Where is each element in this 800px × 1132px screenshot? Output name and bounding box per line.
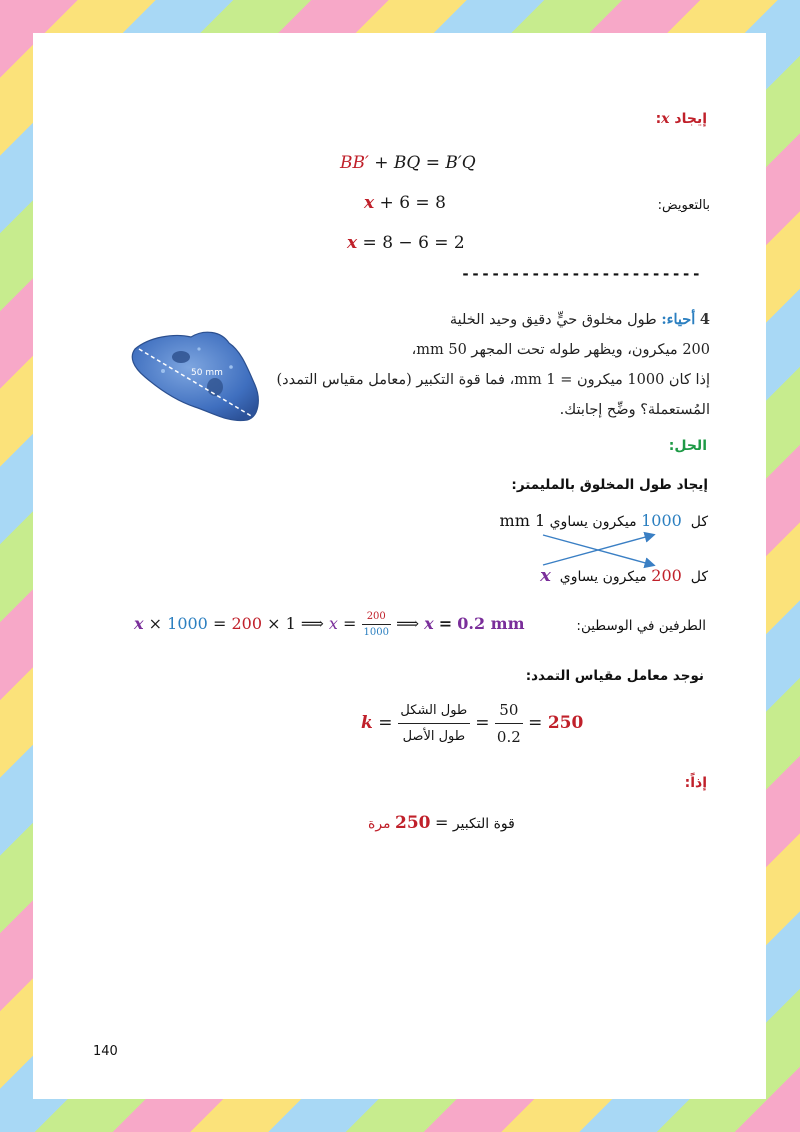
find-x-label: إيجاد <box>674 111 707 127</box>
cm-imp2: ⟹ <box>396 614 419 633</box>
final-eq: = <box>434 813 449 832</box>
row2-text: ميكرون يساوي <box>559 569 647 585</box>
scale-num-fraction <box>495 701 523 746</box>
cell-vacuole <box>207 378 223 396</box>
cm-times1: × <box>148 614 163 633</box>
eq1-c: B′Q <box>445 153 476 173</box>
eq1-a: BB′ <box>340 153 369 173</box>
final-answer <box>368 813 515 833</box>
row1-value: 1 mm <box>499 511 546 530</box>
find-x-colon: : <box>655 111 662 127</box>
cell-nucleus <box>172 351 190 363</box>
eq3-x: x <box>347 233 358 253</box>
cell-dot <box>197 347 200 350</box>
row2-kul: كل <box>690 569 708 585</box>
cell-dot <box>161 369 165 373</box>
segment-equation <box>340 153 476 173</box>
scale-eq1: = <box>378 713 393 733</box>
cm-eq2: = <box>343 614 357 633</box>
row2-number: 200 <box>651 566 682 585</box>
solution-label: الحل: <box>668 438 707 454</box>
cm-frac-num: 200 <box>362 611 391 625</box>
cm-imp1: ⟹ <box>300 614 324 633</box>
row2-var: x <box>540 565 551 586</box>
length-label: 50 mm <box>191 368 223 378</box>
scale-result: 250 <box>547 713 584 733</box>
eq3-rest: = 8 − 6 = 2 <box>362 233 465 253</box>
eq1-eq: = <box>425 153 441 173</box>
proportion-row-2 <box>540 565 708 586</box>
cm-eq3: = <box>438 614 453 633</box>
scale-num: 50 <box>495 701 523 724</box>
proportion-row-1 <box>500 511 708 530</box>
final-unit: مرة <box>368 816 391 832</box>
therefore-label: إذاً: <box>684 775 707 791</box>
problem-text-1: طول مخلوق حيٍّ دقيق وحيد الخلية <box>449 312 657 328</box>
problem-subject: أحياء: <box>661 311 696 328</box>
cm-times2: × 1 <box>267 614 296 633</box>
problem-text-3: إذا كان 1000 ميكرون = 1 mm، فما قوة التكبير (معامل مقياس التمدد) <box>276 372 710 388</box>
substitution-equation <box>364 193 446 213</box>
eq1-plus: + <box>374 153 389 173</box>
row1-kul: كل <box>690 514 708 530</box>
scale-den: 0.2 <box>496 728 521 746</box>
scale-eq3: = <box>528 713 543 733</box>
sub-rest: + 6 = 8 <box>379 193 446 213</box>
separator-line: ------------------------ <box>461 265 702 283</box>
cm-result: 0.2 mm <box>457 614 525 633</box>
scale-den-text: طول الأصل <box>402 729 466 744</box>
find-x-var: x <box>661 111 670 127</box>
problem-text-2: 200 ميكرون، ويظهر طوله تحت المجهر 50 mm، <box>411 342 710 358</box>
cm-eq1: = <box>212 614 227 633</box>
scale-equation <box>361 701 583 746</box>
scale-num-text: طول الشكل <box>398 703 470 724</box>
row1-text: ميكرون يساوي <box>549 514 637 530</box>
cm-200: 200 <box>231 614 262 633</box>
final-value: 250 <box>395 813 431 833</box>
problem-4 <box>190 305 710 425</box>
cm-fraction <box>362 611 391 638</box>
cm-x2: x <box>328 614 338 633</box>
page-number: 140 <box>93 1044 118 1059</box>
problem-number: 4 <box>699 311 710 328</box>
cm-frac-den: 1000 <box>363 627 389 638</box>
cell-dot <box>229 365 233 369</box>
cross-mult-label: الطرفين في الوسطين: <box>576 618 706 634</box>
scale-text-fraction <box>398 703 470 744</box>
row1-number: 1000 <box>641 511 682 530</box>
sub-x: x <box>364 193 375 213</box>
substitution-label: بالتعويض: <box>657 198 710 213</box>
solve-equation <box>347 233 465 253</box>
scale-eq2: = <box>475 713 490 733</box>
cm-1000: 1000 <box>167 614 208 633</box>
cross-arrows <box>533 531 663 569</box>
single-cell-organism-image <box>129 327 264 427</box>
problem-text-4: المُستعملة؟ وضِّح إجابتك. <box>559 402 710 418</box>
cm-x3: x <box>424 614 434 633</box>
worksheet-page <box>33 33 766 1099</box>
scale-heading: نوجد معامل مقياس التمدد: <box>525 668 704 684</box>
problem-line-1 <box>190 305 710 335</box>
eq1-b: BQ <box>393 153 421 173</box>
length-heading: إيجاد طول المخلوق بالمليمتر: <box>511 477 708 493</box>
find-x-heading <box>656 111 707 127</box>
final-label: قوة التكبير <box>452 816 515 832</box>
cm-x1: x <box>134 614 144 633</box>
cross-mult-equation <box>134 611 525 638</box>
scale-k: k <box>361 713 373 733</box>
